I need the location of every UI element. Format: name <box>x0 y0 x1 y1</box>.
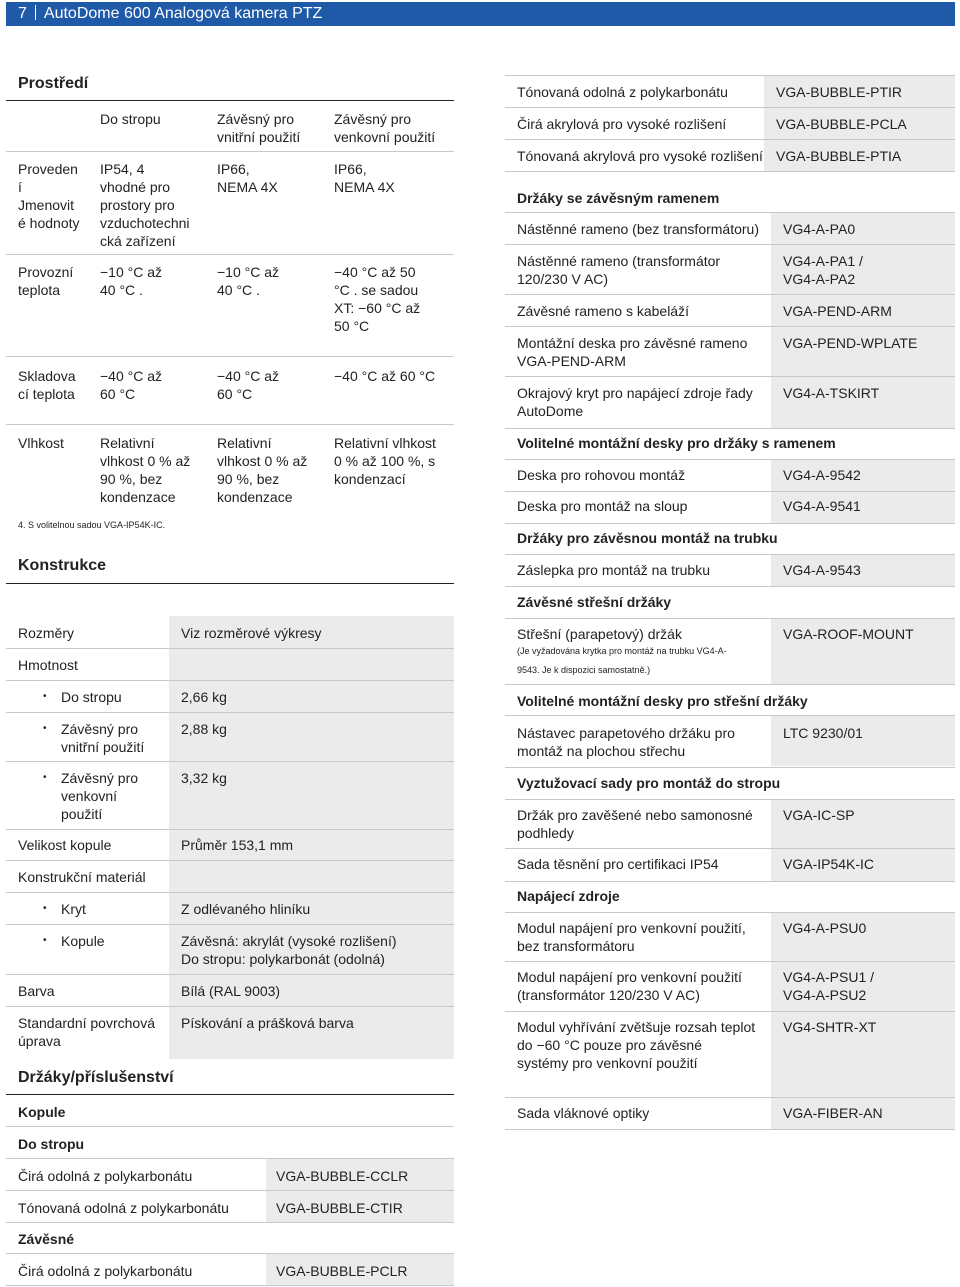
row-divider <box>505 459 955 460</box>
material-label: Konstrukční materiál <box>18 869 146 885</box>
operating-temp-pendant-indoor: −10 °C až 40 °C . <box>217 264 280 298</box>
row-divider <box>505 767 955 768</box>
list-item-code: VG4-A-PSU0 <box>783 920 867 936</box>
finish-label: Standardní povrchová úprava <box>18 1015 155 1049</box>
list-item-code: VGA-IP54K-IC <box>783 856 875 872</box>
list-item-name: Nástavec parapetového držáku pro montáž na plochou střechu <box>517 725 735 759</box>
humidity-ceiling: Relativní vlhkost 0 % až 90 %, bez kondenzace <box>100 435 191 505</box>
row-divider <box>505 554 955 555</box>
row-divider <box>6 924 454 925</box>
weight-pendant-indoor-label: • Závěsný pro vnitřní použití <box>61 720 151 756</box>
list-item-name: Okrajový kryt pro napájecí zdroje řady AutoDome <box>517 385 753 419</box>
list-item-code: VG4-A-9543 <box>783 562 861 578</box>
roof-plates-subheading: Volitelné montážní desky pro střešní držáky <box>517 693 808 709</box>
list-item-name: Tónovaná odolná z polykarbonátu <box>18 1200 229 1216</box>
list-item-code: VG4-A-PSU1 / VG4-A-PSU2 <box>783 969 875 1003</box>
arm-plates-subheading: Volitelné montážní desky pro držáky s ramenem <box>517 435 836 451</box>
list-item-code: VGA-BUBBLE-CCLR <box>276 1168 409 1184</box>
dimensions-label: Rozměry <box>18 625 75 641</box>
row-divider <box>505 715 955 716</box>
list-item-name: Deska pro rohovou montáž <box>517 467 686 483</box>
operating-temp-ceiling: −10 °C až 40 °C . <box>100 264 163 298</box>
row-divider <box>6 974 454 975</box>
list-item-name: Tónovaná akrylová pro vysoké rozlišení <box>517 148 763 164</box>
row-divider <box>6 1006 454 1007</box>
construction-heading: Konstrukce <box>18 557 107 574</box>
weight-ceiling-label: • Do stropu <box>61 688 122 706</box>
list-item-name: Sada vláknové optiky <box>517 1105 650 1121</box>
list-item-name: Deska pro montáž na sloup <box>517 498 688 514</box>
power-subheading: Napájecí zdroje <box>517 888 620 904</box>
weight-pendant-indoor-value: 2,88 kg <box>181 721 227 737</box>
row-divider <box>505 881 955 882</box>
col-header-pendant-indoor: Závěsný pro vnitřní použití <box>217 111 301 145</box>
row-divider <box>505 912 955 913</box>
list-item-name: Závěsné rameno s kabeláží <box>517 303 689 319</box>
list-item-name: Čirá odolná z polykarbonátu <box>18 1263 193 1279</box>
bubble-size-value: Průměr 153,1 mm <box>181 837 294 853</box>
list-item-code: VGA-BUBBLE-PTIA <box>776 148 902 164</box>
row-divider <box>6 829 454 830</box>
list-item-name: Modul napájení pro venkovní použití, bez transformátoru <box>517 920 746 954</box>
list-item-code: VGA-IC-SP <box>783 807 855 823</box>
bubble-size-label: Velikost kopule <box>18 837 112 853</box>
row-divider <box>505 428 955 429</box>
ceiling-subheading: Do stropu <box>18 1136 85 1152</box>
operating-temp-pendant-outdoor: −40 °C až 50 °C . se sadou XT: −60 °C až 50 °C <box>334 264 421 334</box>
list-item-code: VG4-A-PA0 <box>783 221 856 237</box>
list-item-code: VGA-PEND-ARM <box>783 303 892 319</box>
row-divider <box>505 376 955 377</box>
list-item-name: Sada těsnění pro certifikaci IP54 <box>517 856 719 872</box>
row-divider <box>6 1126 454 1127</box>
heading-rule <box>6 100 454 101</box>
row-divider <box>6 860 454 861</box>
bubble-value-ceiling: Do stropu: polykarbonát (odolná) <box>181 951 385 967</box>
rating-ceiling: IP54, 4 vhodné pro prostory pro vzduchotechni cká zařízení <box>100 161 190 249</box>
row-divider <box>6 761 454 762</box>
row-divider <box>505 586 955 587</box>
row-divider <box>6 648 454 649</box>
document-title: AutoDome 600 Analogová kamera PTZ <box>43 5 323 22</box>
heading-rule <box>6 583 454 584</box>
row-label-operating-temp: Provozní teplota <box>18 264 74 298</box>
bubble-label: • Kopule <box>61 932 105 950</box>
roof-subheading: Závěsné střešní držáky <box>517 594 672 610</box>
list-item-name: Držák pro zavěšené nebo samonosné podhledy <box>517 807 753 841</box>
row-divider <box>6 1190 454 1191</box>
color-label: Barva <box>18 983 55 999</box>
footnote: 4. S volitelnou sadou VGA-IP54K-IC. <box>18 520 166 530</box>
row-divider <box>505 1011 955 1012</box>
row-divider <box>505 139 955 140</box>
housing-value: Z odlévaného hliníku <box>181 901 311 917</box>
row-divider <box>505 212 955 213</box>
list-item-code: VGA-BUBBLE-CTIR <box>276 1200 403 1216</box>
row-divider <box>6 1222 454 1223</box>
list-item-name: Čirá odolná z polykarbonátu <box>18 1168 193 1184</box>
reinforce-subheading: Vyztužovací sady pro montáž do stropu <box>517 775 781 791</box>
rating-pendant-outdoor: IP66, NEMA 4X <box>334 161 395 195</box>
row-divider <box>6 424 454 425</box>
environment-heading: Prostředí <box>18 75 89 92</box>
list-item-code: VG4-A-TSKIRT <box>783 385 880 401</box>
bubble-value-pendant: Závěsná: akrylát (vysoké rozlišení) <box>181 933 397 949</box>
row-divider <box>6 680 454 681</box>
humidity-pendant-outdoor: Relativní vlhkost 0 % až 100 %, s kondenzací <box>334 435 436 487</box>
list-item-code: VG4-A-PA1 / VG4-A-PA2 <box>783 253 863 287</box>
row-divider <box>6 151 454 152</box>
list-item-name: Modul napájení pro venkovní použití (transformátor 120/230 V AC) <box>517 969 742 1003</box>
header-divider <box>35 5 36 20</box>
row-divider <box>505 523 955 524</box>
col-header-ceiling: Do stropu <box>100 111 161 127</box>
list-item-name: Čirá akrylová pro vysoké rozlišení <box>517 116 727 132</box>
housing-label: • Kryt <box>61 900 86 918</box>
weight-pendant-outdoor-label: • Závěsný pro venkovní použití <box>61 769 141 823</box>
arm-subheading: Držáky se závěsným ramenem <box>517 190 720 206</box>
list-item-code: VG4-SHTR-XT <box>783 1019 877 1035</box>
list-item-name: Tónovaná odolná z polykarbonátu <box>517 84 728 100</box>
row-divider <box>505 1097 955 1098</box>
row-divider <box>505 294 955 295</box>
row-divider <box>6 892 454 893</box>
row-divider <box>505 684 955 685</box>
row-label-storage-temp: Skladova cí teplota <box>18 368 76 402</box>
row-divider <box>6 356 454 357</box>
left-column <box>6 26 454 1287</box>
mounts-heading: Držáky/příslušenství <box>18 1069 174 1086</box>
row-label-humidity: Vlhkost <box>18 435 64 451</box>
pipe-subheading: Držáky pro závěsnou montáž na trubku <box>517 530 778 546</box>
list-item-code: VGA-PEND-WPLATE <box>783 335 918 351</box>
row-divider <box>6 712 454 713</box>
finish-value: Pískování a prášková barva <box>181 1015 354 1031</box>
row-divider <box>6 254 454 255</box>
list-item-name: Záslepka pro montáž na trubku <box>517 562 710 578</box>
row-label-rating: Proveden í Jmenovit é hodnoty <box>18 161 80 231</box>
storage-temp-pendant-indoor: −40 °C až 60 °C <box>217 368 280 402</box>
storage-temp-pendant-outdoor: −40 °C až 60 °C <box>334 368 436 384</box>
list-item-code: VGA-BUBBLE-PCLA <box>776 116 907 132</box>
weight-label: Hmotnost <box>18 657 78 673</box>
weight-pendant-outdoor-value: 3,32 kg <box>181 770 227 786</box>
row-divider <box>505 107 955 108</box>
dimensions-value: Viz rozměrové výkresy <box>181 625 322 641</box>
row-divider <box>505 244 955 245</box>
col-header-pendant-outdoor: Závěsný pro venkovní použití <box>334 111 436 145</box>
row-divider <box>505 961 955 962</box>
list-item-code: VG4-A-9542 <box>783 467 861 483</box>
humidity-pendant-indoor: Relativní vlhkost 0 % až 90 %, bez kondenzace <box>217 435 308 505</box>
list-item-code: VGA-BUBBLE-PTIR <box>776 84 903 100</box>
storage-temp-ceiling: −40 °C až 60 °C <box>100 368 163 402</box>
row-divider <box>6 1285 454 1286</box>
list-item-name: Nástěnné rameno (transformátor 120/230 V AC) <box>517 253 721 287</box>
list-item-code: VGA-FIBER-AN <box>783 1105 883 1121</box>
list-item-name: Nástěnné rameno (bez transformátoru) <box>517 221 759 237</box>
pendant-subheading: Závěsné <box>18 1231 75 1247</box>
row-divider <box>505 171 955 172</box>
list-item-code: LTC 9230/01 <box>783 725 863 741</box>
list-item-note: (Je vyžadována krytka pro montáž na trubku VG4-A-9543. Je k dispozici samostatně.) <box>517 646 727 675</box>
page-number: 7 <box>18 5 27 22</box>
list-item-name: Modul vyhřívání zvětšuje rozsah teplot do −60 °C pouze pro závěsné systémy pro venkovní použití <box>517 1019 756 1071</box>
list-item-code: VGA-BUBBLE-PCLR <box>276 1263 408 1279</box>
row-divider <box>505 326 955 327</box>
list-item-name: Střešní (parapetový) držák <box>517 626 682 642</box>
row-divider <box>505 491 955 492</box>
heading-rule <box>6 1094 454 1095</box>
list-item-name: Montážní deska pro závěsné rameno VGA-PEND-ARM <box>517 335 748 369</box>
row-divider <box>505 848 955 849</box>
list-item-code: VG4-A-9541 <box>783 498 861 514</box>
row-divider <box>505 799 955 800</box>
row-divider <box>505 1129 955 1130</box>
list-item-code: VGA-ROOF-MOUNT <box>783 626 914 642</box>
rating-pendant-indoor: IP66, NEMA 4X <box>217 161 278 195</box>
page-header <box>6 2 955 26</box>
color-value: Bílá (RAL 9003) <box>181 983 281 999</box>
row-divider <box>505 618 955 619</box>
weight-ceiling-value: 2,66 kg <box>181 689 227 705</box>
bubbles-subheading: Kopule <box>18 1104 66 1120</box>
